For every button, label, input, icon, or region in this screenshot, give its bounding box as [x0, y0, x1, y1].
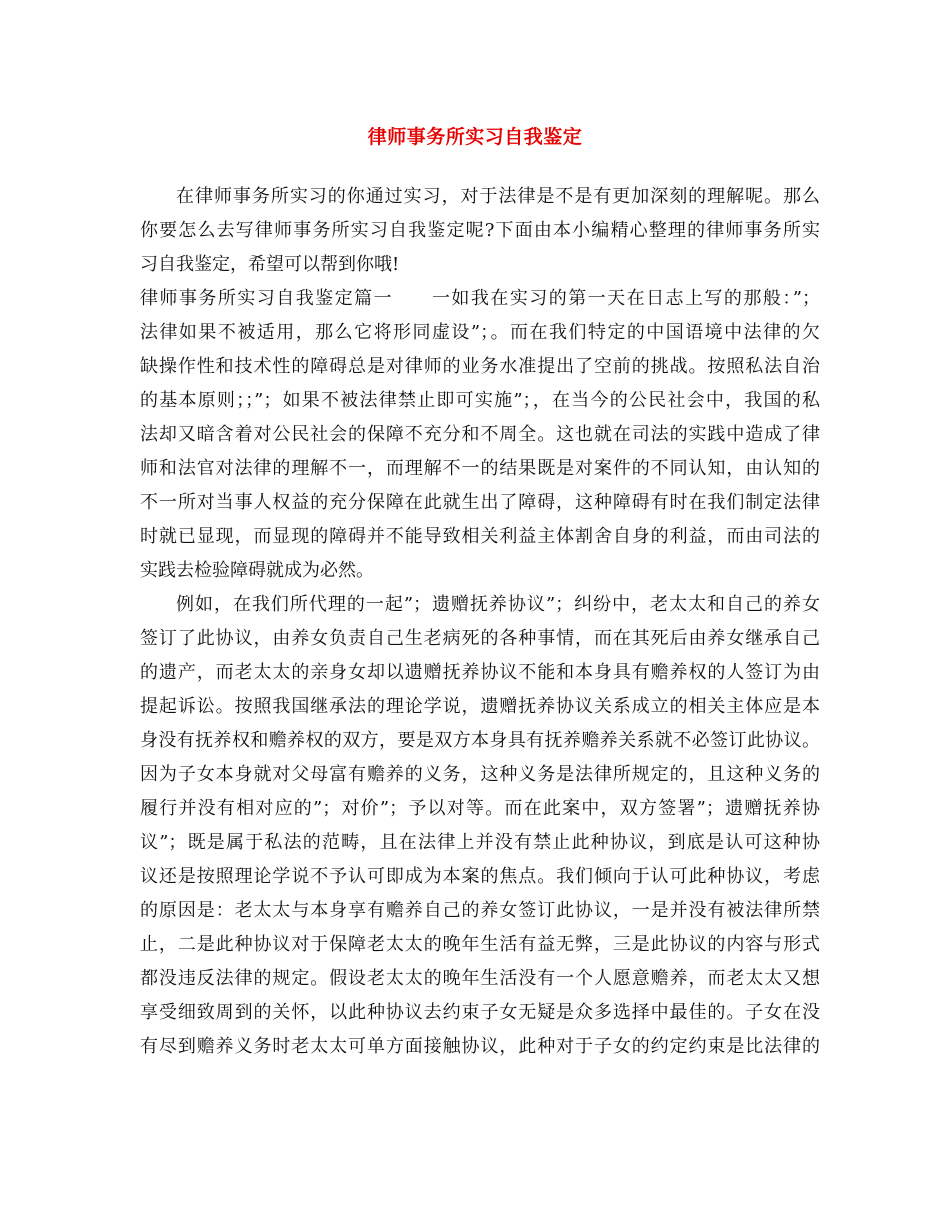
- body-line: 在律师事务所实习的你通过实习，对于法律是不是有更加深刻的理解呢。那么: [176, 186, 820, 207]
- body-line: 师和法官对法律的理解不一，而理解不一的结果既是对案件的不同认知，由认知的: [140, 458, 820, 479]
- body-line: 的遗产，而老太太的亲身女却以遗赠抚养协议不能和本身具有赡养权的人签订为由: [140, 662, 820, 683]
- body-line: 法律如果不被适用，那么它将形同虚设”；。而在我们特定的中国语境中法律的欠: [140, 322, 820, 343]
- body-line: 身没有抚养权和赡养权的双方，要是双方本身具有抚养赡养关系就不必签订此协议。: [140, 730, 820, 751]
- body-line: 享受细致周到的关怀，以此种协议去约束子女无疑是众多选择中最佳的。子女在没: [140, 1002, 820, 1023]
- body-line: 因为子女本身就对父母富有赡养的义务，这种义务是法律所规定的，且这种义务的: [140, 764, 820, 785]
- body-line: 时就已显现，而显现的障碍并不能导致相关利益主体割舍自身的利益，而由司法的: [140, 526, 820, 547]
- body-line: 履行并没有相对应的”；对价”；予以对等。而在此案中，双方签署”；遗赠抚养协: [140, 798, 820, 819]
- body-line: 都没违反法律的规定。假设老太太的晚年生活没有一个人愿意赡养，而老太太又想: [140, 968, 820, 989]
- body-line: 例如，在我们所代理的一起”；遗赠抚养协议”；纠纷中，老太太和自己的养女: [176, 594, 820, 615]
- body-line: 实践去检验障碍就成为必然。: [140, 560, 374, 581]
- body-line: 习自我鉴定，希望可以帮到你哦!: [140, 254, 400, 275]
- body-line: 不一所对当事人权益的充分保障在此就生出了障碍，这种障碍有时在我们制定法律: [140, 492, 820, 513]
- body-line: 的原因是：老太太与本身享有赡养自己的养女签订此协议，一是并没有被法律所禁: [140, 900, 820, 921]
- body-line: 你要怎么去写律师事务所实习自我鉴定呢?下面由本小编精心整理的律师事务所实: [140, 220, 820, 241]
- body-line: 议”；既是属于私法的范畴，且在法律上并没有禁止此种协议，到底是认可这种协: [140, 832, 820, 853]
- body-line: 法却又暗含着对公民社会的保障不充分和不周全。这也就在司法的实践中造成了律: [140, 424, 820, 445]
- body-line: 的基本原则；；”；如果不被法律禁止即可实施”；，在当今的公民社会中，我国的私: [140, 390, 820, 411]
- body-line: 律师事务所实习自我鉴定篇一 一如我在实习的第一天在日志上写的那般：”；: [140, 288, 820, 309]
- body-line: 议还是按照理论学说不予认可即成为本案的焦点。我们倾向于认可此种协议，考虑: [140, 866, 820, 887]
- body-line: 签订了此协议，由养女负责自己生老病死的各种事情，而在其死后由养女继承自己: [140, 628, 820, 649]
- document-title: 律师事务所实习自我鉴定: [367, 126, 583, 148]
- body-line: 缺操作性和技术性的障碍总是对律师的业务水准提出了空前的挑战。按照私法自治: [140, 356, 820, 377]
- body-line: 提起诉讼。按照我国继承法的理论学说，遗赠抚养协议关系成立的相关主体应是本: [140, 696, 820, 717]
- body-line: 有尽到赡养义务时老太太可单方面接触协议，此种对于子女的约定约束是比法律的: [140, 1036, 820, 1057]
- body-line: 止，二是此种协议对于保障老太太的晚年生活有益无弊，三是此协议的内容与形式: [140, 934, 820, 955]
